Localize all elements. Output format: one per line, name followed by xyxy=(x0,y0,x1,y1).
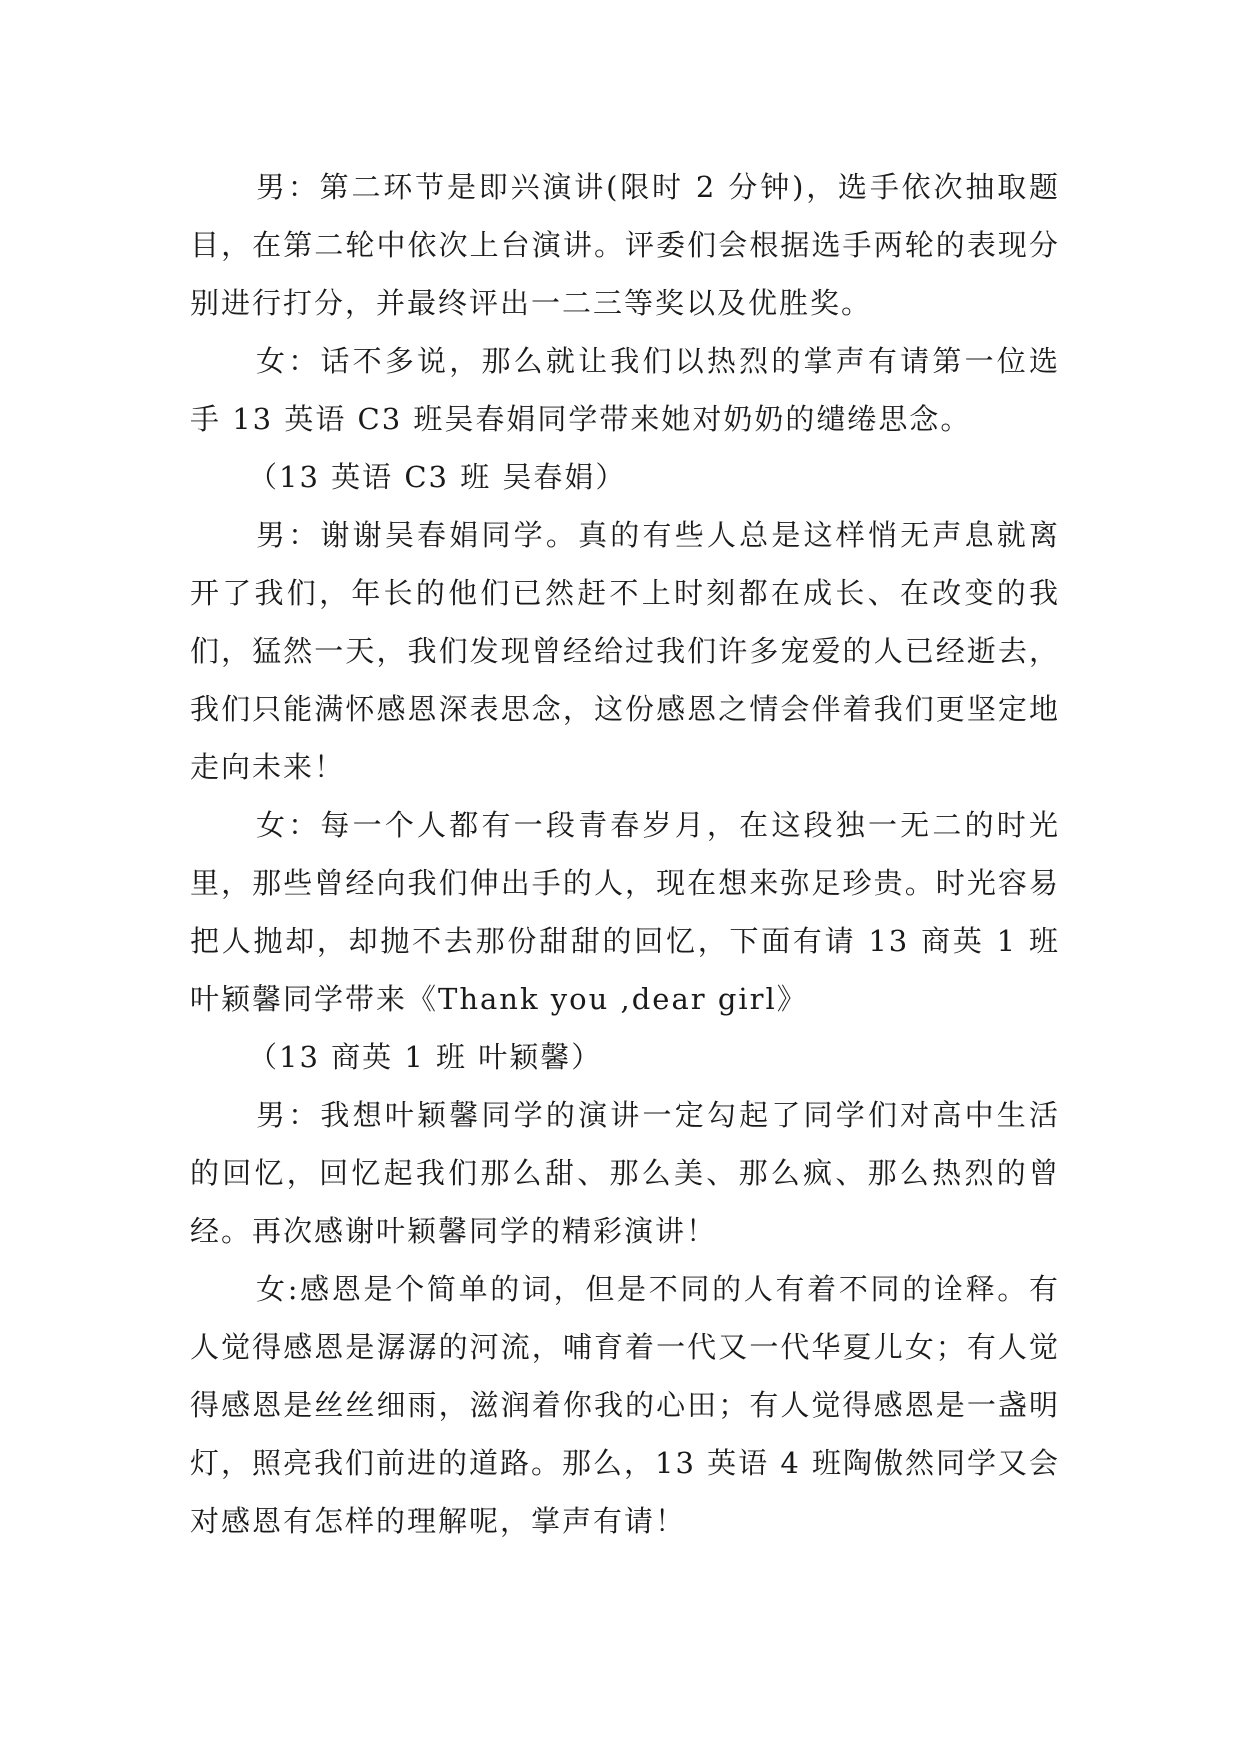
speaker-caption-2: （13 商英 1 班 叶颖馨） xyxy=(248,1040,603,1074)
paragraph-male-thanks-1: 男：谢谢吴春娟同学。真的有些人总是这样悄无声息就离开了我们，年长的他们已然赶不上时刻都在成长、在改变的我们，猛然一天，我们发现曾经给过我们许多宠爱的人已经逝去，我们只能满怀感恩深表思念，这份感恩之情会伴着我们更坚定地走向未来！ xyxy=(190,518,1060,784)
paragraph-female-intro-1: 女：话不多说，那么就让我们以热烈的掌声有请第一位选手 13 英语 C3 班吴春娟同学带来她对奶奶的缱绻思念。 xyxy=(190,344,1060,436)
speaker-caption-1: （13 英语 C3 班 吴春娟） xyxy=(248,460,627,494)
script-text xyxy=(190,158,1060,1550)
paragraph-male-thanks-2: 男：我想叶颖馨同学的演讲一定勾起了同学们对高中生活的回忆，回忆起我们那么甜、那么美、那么疯、那么热烈的曾经。再次感谢叶颖馨同学的精彩演讲！ xyxy=(190,1098,1060,1248)
paragraph-male-rules: 男：第二环节是即兴演讲(限时 2 分钟)，选手依次抽取题目，在第二轮中依次上台演讲。评委们会根据选手两轮的表现分别进行打分，并最终评出一二三等奖以及优胜奖。 xyxy=(190,170,1060,320)
paragraph-female-intro-2: 女：每一个人都有一段青春岁月，在这段独一无二的时光里，那些曾经向我们伸出手的人，现在想来弥足珍贵。时光容易把人抛却，却抛不去那份甜甜的回忆，下面有请 13 商英 1 班叶颖馨同学带来《Thank you ,dear girl》 xyxy=(190,808,1060,1016)
paragraph-female-intro-3: 女:感恩是个简单的词，但是不同的人有着不同的诠释。有人觉得感恩是潺潺的河流，哺育着一代又一代华夏儿女；有人觉得感恩是丝丝细雨，滋润着你我的心田；有人觉得感恩是一盏明灯，照亮我们前进的道路。那么，13 英语 4 班陶傲然同学又会对感恩有怎样的理解呢，掌声有请！ xyxy=(190,1272,1061,1538)
